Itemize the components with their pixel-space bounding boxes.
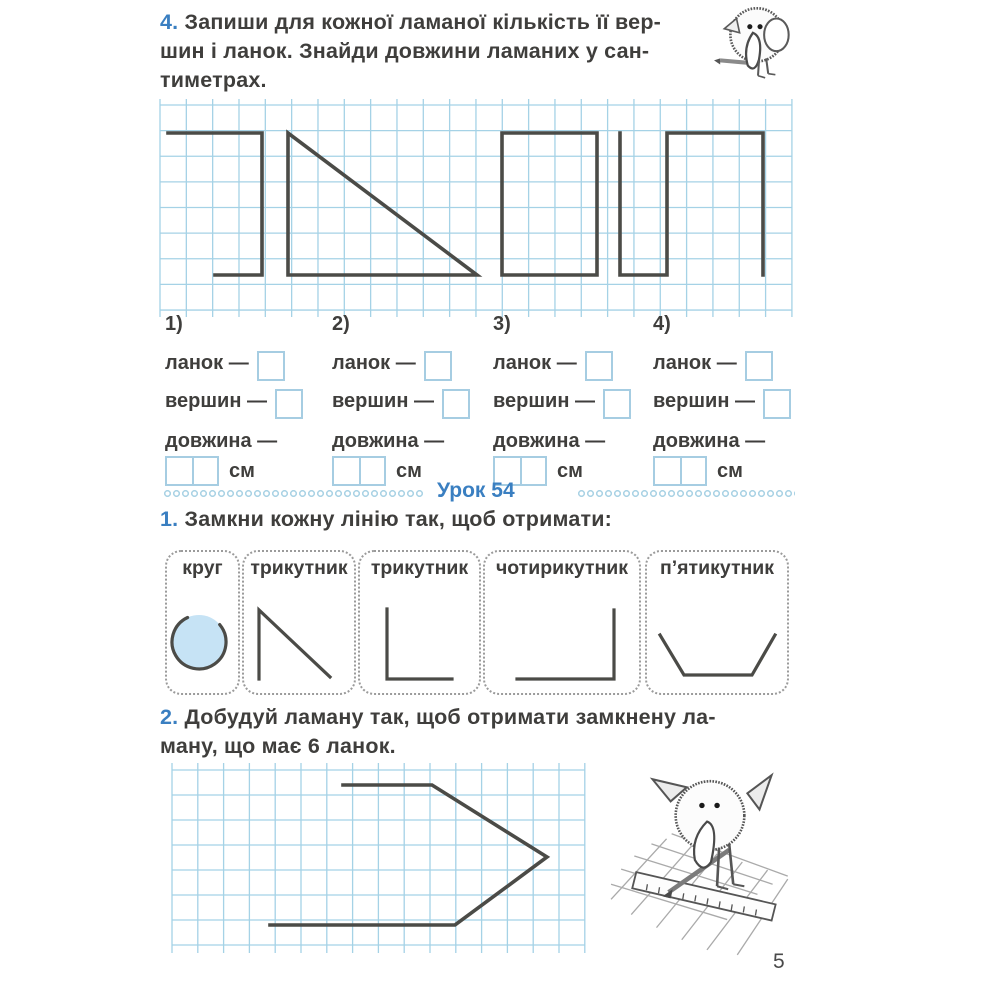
links-label: ланок — <box>165 351 249 374</box>
kiwi-bird-icon <box>712 2 804 82</box>
answer-index: 2) <box>332 313 350 335</box>
open-quadrilateral-figure[interactable] <box>485 552 643 697</box>
cm-label: см <box>229 459 255 482</box>
answer-block-2 <box>332 313 492 485</box>
task2-text <box>160 703 800 761</box>
answer-block-1 <box>165 313 325 485</box>
length-label: довжина — <box>653 429 766 452</box>
answer-block-3 <box>493 313 653 485</box>
length-answer-box[interactable] <box>653 456 707 486</box>
answer-index: 1) <box>165 313 183 335</box>
cm-label: см <box>557 459 583 482</box>
open-triangle-figure[interactable] <box>244 552 358 697</box>
open-pentagon-figure[interactable] <box>647 552 791 697</box>
task1-text: 1. Замкни кожну лінію так, щоб отримати: <box>160 507 613 531</box>
cm-label: см <box>396 459 422 482</box>
task4-number: 4. <box>160 10 179 34</box>
vertices-answer-box[interactable] <box>603 389 631 419</box>
vertices-label: вершин — <box>332 389 434 412</box>
circle-figure[interactable] <box>167 552 242 697</box>
answer-index: 4) <box>653 313 671 335</box>
length-label: довжина — <box>332 429 445 452</box>
answer-block-4 <box>653 313 813 485</box>
vertices-label: вершин — <box>493 389 595 412</box>
length-answer-box[interactable] <box>332 456 386 486</box>
links-label: ланок — <box>493 351 577 374</box>
length-label: довжина — <box>493 429 606 452</box>
page-number: 5 <box>773 950 785 973</box>
shape-box-label: п’ятикутник <box>659 557 775 579</box>
links-label: ланок — <box>653 351 737 374</box>
task1-number: 1. <box>160 507 179 531</box>
shape-box-quadrilateral[interactable] <box>483 550 641 695</box>
task2-line1: 2. Добудуй ламану так, щоб отримати замкнену ла- <box>160 705 716 729</box>
vertices-label: вершин — <box>653 389 755 412</box>
shape-box-circle[interactable] <box>165 550 240 695</box>
cm-label: см <box>717 459 743 482</box>
shape-box-pentagon[interactable] <box>645 550 789 695</box>
answer-index: 3) <box>493 313 511 335</box>
vertices-answer-box[interactable] <box>442 389 470 419</box>
lesson-title: Урок 54 <box>437 479 515 502</box>
squared-grid-drawing-area[interactable] <box>170 763 590 953</box>
links-answer-box[interactable] <box>585 351 613 381</box>
shape-box-triangle-2[interactable] <box>358 550 481 695</box>
task2-number: 2. <box>160 705 179 729</box>
length-answer-box[interactable] <box>165 456 219 486</box>
squared-grid-broken-lines <box>158 99 794 317</box>
links-label: ланок — <box>332 351 416 374</box>
links-answer-box[interactable] <box>424 351 452 381</box>
shape-box-label: чотирикутник <box>495 557 629 579</box>
shape-box-label: трикутник <box>370 557 469 579</box>
open-triangle-figure[interactable] <box>360 552 483 697</box>
links-answer-box[interactable] <box>257 351 285 381</box>
task4-line2: шин і ланок. Знайди довжини ламаних у сан- <box>160 39 650 63</box>
kiwi-bird-ruler-icon <box>606 763 813 960</box>
task4-line1: 4. Запиши для кожної ламаної кількість її вер- <box>160 10 662 34</box>
shape-box-label: круг <box>182 557 223 579</box>
divider-ring-chain-left <box>163 489 425 498</box>
shape-box-triangle-1[interactable] <box>242 550 356 695</box>
vertices-label: вершин — <box>165 389 267 412</box>
shape-box-label: трикутник <box>250 557 348 579</box>
vertices-answer-box[interactable] <box>275 389 303 419</box>
vertices-answer-box[interactable] <box>763 389 791 419</box>
links-answer-box[interactable] <box>745 351 773 381</box>
length-label: довжина — <box>165 429 278 452</box>
task2-line2: ману, що має 6 ланок. <box>160 734 396 758</box>
task4-text <box>160 8 720 95</box>
divider-ring-chain-right <box>577 489 795 498</box>
task4-line3: тиметрах. <box>160 68 267 92</box>
